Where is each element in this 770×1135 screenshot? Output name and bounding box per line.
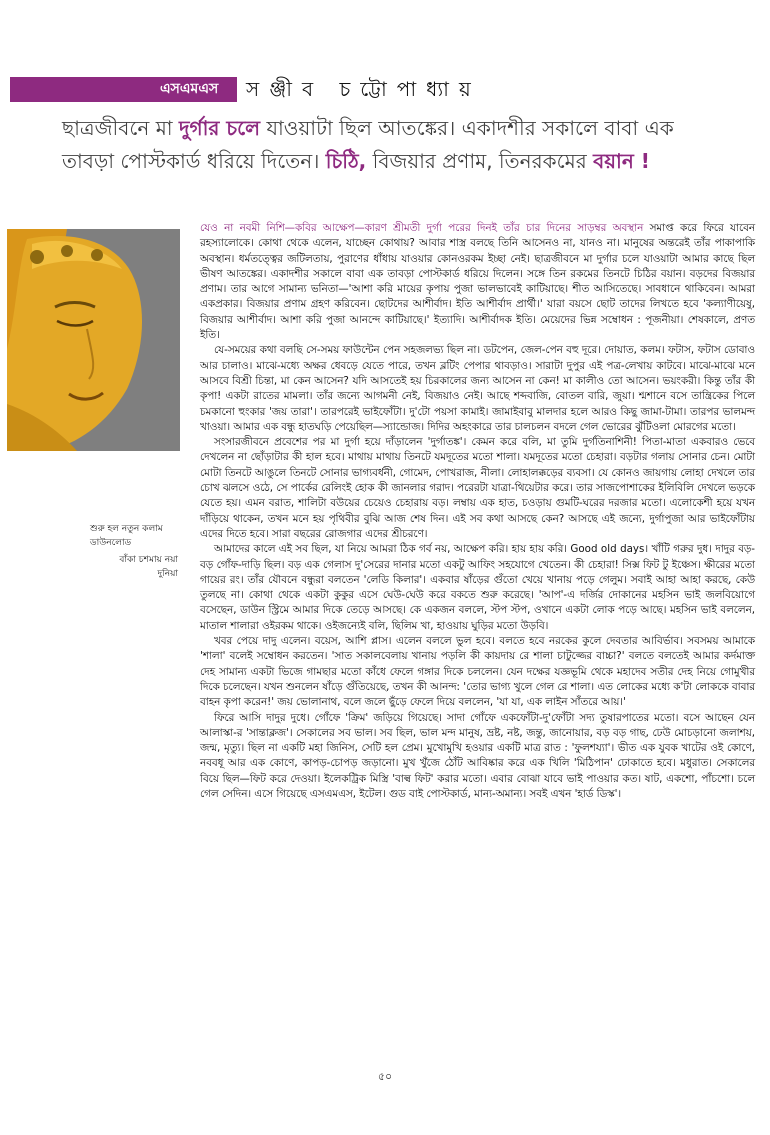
body-paragraph-2: যে-সময়ের কথা বলছি সে-সময় ফাউন্টেন পেন সহজলভ্য ছিল না। ডটপেন, জেল-পেন বহু দূরে। দোয়াত, কলম। ফটাস, ফটাস ডোবাও আর চালাও। মাঝে-মধ্যে অক্ষর ধেবড়ে যেতে পারে, তখন ব্লটিং পেপার থাবড়াও। সারাটা দুপুর এই পত্র-লেখায় কাটবে। মাঝে-মাঝে মনে আসবে বিশ্রী চিন্তা, মা কেন আসেন? যদি আসতেই হয় চিরকালের জন্য আসেন না কেন! মা কালীও তো আসেন। ভয়ংকরী। কিন্তু তাঁর কী কৃপা! একটা রাতের মামলা। তাঁর জন্যে আগমনী নেই, বিজয়াও নেই। আছে শব্দবাজি, বোতল বারি, জুয়া। শ্মশানে বসে তান্ত্রিকের পিলে চমকানো হুংকার 'জয় তারা'। তারপরেই ভাইফোঁটা। দু'টো পয়সা কামাই। জামাইবাবু মালদার হলে আরও কিছু জামা-টামা। তারপর ভালমন্দ খাওয়া। আমার এক বন্ধু হাতঘড়ি পেয়েছিল—স্যান্ডোজ। দিদির অহংকারে তার চালচলন বদলে গেল ভোরের ঝুঁটিওলা মোরগের মতো। bbox=[200, 344, 755, 433]
durga-photo bbox=[7, 229, 180, 451]
standfirst-highlight-2: চিঠি, bbox=[325, 149, 367, 173]
photo-ornament-2 bbox=[61, 245, 73, 257]
body-paragraph-6: ফিরে আসি দাদুর দুধে। গোঁফে 'ক্রিম' জড়িয়ে গিয়েছে। সাদা গোঁফে একফোঁটা-দু'ফোঁটা সদ্য তুষারপাতের মতো। বসে আছেন যেন আলাস্কা-র 'সান্তাক্লজ'। সেকালের সব ভাল। সব ছিল, ভাল মন্দ মানুষ, ভ্রষ্ট, নষ্ট, জন্তু, জানোয়ার, বড় বড় গাছ, ঢেউ মোচড়ানো জলাশয়, জন্ম, মৃত্যু। ছিল না একটি মহা জিনিস, সেটি হল প্রেম। মুখোমুখি হওয়ার একটি মাত্র রাত : 'ফুলশয্যা'। ভীত এক যুবক খাটের ওই কোণে, নববধূ আর এক কোণে, কাপড়-চোপড় জড়ানো। মুখ খুঁজে ঠোঁট আবিষ্কার করে এক খিলি 'মিঠিপান' ঢোকাতে হবে। মধুরাত। সেকালের বিয়ে ছিল—ফিট করে দেওয়া। ইলেকট্রিক মিস্ত্রি 'বাল্ব ফিট' করার মতো। এবার বোঝা যাবে ভাই পাওয়ার কত। ষাট, একশো, পাঁচশো। চলে গেল সেদিন। এসে গিয়েছে এসএমএস, ইটেল। গুড বাই পোস্টকার্ড, মান্য-অমান্য। সবই এখন 'হার্ড ডিস্ক'। bbox=[200, 711, 755, 800]
body-paragraph-1 bbox=[200, 221, 755, 343]
standfirst-highlight-3: বয়ান bbox=[593, 149, 634, 173]
section-label-bar bbox=[10, 77, 237, 102]
article-body bbox=[200, 221, 755, 802]
body-paragraph-1-text: সমাপ্ত করে ফিরে যাবেন রহস্যালোকে। কোথা থেকে এলেন, যাচ্ছেন কোথায়? আবার শাস্ত্র বলছে তিনি আসেনও না, যানও না। মানুষের অন্তরেই তাঁর পাকাপাকি অবস্থান। ধর্মতত্ত্বের জটিলতায়, পুরাণের ধাঁধায় যাওয়ার কোনওরকম ইচ্ছা নেই। ছাত্রজীবনে মা দুর্গার চলে যাওয়াটা আমার কাছে ছিল ভীষণ আতঙ্কের। একাদশীর সকালে বাবা এক তাবড়া পোস্টকার্ড ধরিয়ে দিলেন। সঙ্গে তিন রকমের তিনটে চিঠির বয়ান। বড়দের বিজয়ার প্রণাম। তার আগে সামান্য ভনিতা—'আশা করি মায়ের কৃপায় পুজা ভালভাবেই কাটিয়াছে। শীত আসিতেছে। সাবধানে থাকিবেন। আমরা একপ্রকার। বিজয়ার প্রণাম গ্রহণ করিবেন। ছোটদের আশীর্বাদ। ইতি আশীর্বাদ প্রার্থী।' যারা বয়সে ছোট তাদের লিখতে হবে 'কল্যাণীয়েষু, বিজয়ার আশীর্বাদ। আশা করি পুজা আনন্দে কাটিয়াছে।' ইত্যাদি। আশীর্বাদক ইতি। মেয়েদের ভিন্ন সম্বোধন : পূজনীয়া। শেষকালে, প্রণত ইতি। bbox=[200, 222, 755, 342]
standfirst-text-1: ছাত্রজীবনে মা bbox=[62, 116, 179, 140]
photo-ornament-3 bbox=[91, 249, 103, 261]
caption-line-3: বাঁকা চশমায় নয়া bbox=[119, 555, 178, 565]
section-label: এসএমএস bbox=[160, 81, 219, 97]
standfirst bbox=[62, 112, 702, 178]
standfirst-highlight-1: দুর্গার চলে bbox=[178, 116, 261, 140]
body-paragraph-5: খবর পেয়ে দাদু এলেন। বয়েস, আশি প্লাস। এলেন বললে ভুল হবে। বলতে হবে নরকের কুলে দেবতার আবির্ভাব। সবসময় আমাকে 'শালা' বলেই সম্বোধন করতেন। 'সাত সকালবেলায় খানায় পড়লি কী কায়দায় রে শালা চাটুজ্জের বাচ্চা?' বলতে বলতেই আমার কর্দমাক্ত দেহ সামান্য একটা ভিজে গামছার মতো কাঁধে ফেলে গঙ্গার দিকে চললেন। যেন দক্ষের যজ্ঞভূমি থেকে মহাদেব সতীর দেহ নিয়ে গোমুখীর দিকে চলেছেন। যখন শুনলেন ষাঁড়ে গুঁতিয়েছে, তখন কী আনন্দ: 'তোর ভাগ্য খুলে গেল রে শালা। এত লোকের মধ্যে ক'টা লোককে বাবার বাহন কৃপা করেন!' জয় ভোলানাথ, বলে জলে ছুঁড়ে ফেলে দিয়ে বললেন, 'যা যা, এক লাইন সাঁতরে আয়।' bbox=[200, 635, 755, 709]
caption-line-1: শুরু হল নতুন কলাম bbox=[90, 524, 163, 534]
body-paragraph-4: আমাদের কালে এই সব ছিল, যা নিয়ে আমরা ঠিক গর্ব নয়, আক্ষেপ করি। হায় হায় করি। Good old days। খাঁটি গরুর দুধ। দাদুর বড়-বড় গোঁফ-দাড়ি ছিল। বড় এক গেলাস দু'সেরের দানার মতো একটু আফিং সহযোগে খেতেন। কী চেহারা! সিক্স ফিট টু ইঞ্চেস। ক্ষীরের মতো গায়ের রং। তাঁর যৌবনে বন্ধুরা বলতেন 'লেডি কিলার'। একবার ষাঁড়ের গুঁতো খেয়ে খানায় পড়ে গেলুম। সবাই আহা আহা করছে, কেউ তুলছে না। কোথা থেকে একটা কুকুর এসে ঘেউ-ঘেউ করে বকতে শুরু করেছে। 'আপ'-এ দর্জির দোকানের মহসিন ভাই জলবিয়োগে বসেছেন, ডাউন স্ট্রিমে আমার দিকে তেড়ে আসছে। কে একজন বললে, স্টপ স্টপ, ওখানে একটা লোক পড়ে আছে। মহসিন ভাই বললেন, মাতাল শালারা ওইরকম থাকে। ওইজন্যেই বলি, ছিলিম খা, হাওয়ায় ঘুড়ির মতো উড়বি। bbox=[200, 543, 755, 632]
durga-illustration bbox=[7, 229, 180, 451]
page-number: ৫০ bbox=[377, 1070, 393, 1083]
caption-line-4: দুনিয়া bbox=[157, 569, 178, 579]
standfirst-text-2: যাওয়াটা ছিল আতঙ্কের। একাদশীর সকালে বাবা এক তাবড়া পোস্টকার্ড ধরিয়ে দিতেন। bbox=[62, 116, 674, 173]
standfirst-text-3: বিজয়ার প্রণাম, তিনরকমের bbox=[366, 149, 594, 173]
body-lead: যেও না নবমী নিশি—কবির আক্ষেপ—কারণ শ্রীমতী দুর্গা পরের দিনই তাঁর চার দিনের সাড়ম্বর অবস্থান bbox=[200, 222, 644, 234]
photo-caption bbox=[90, 522, 178, 581]
body-paragraph-3: সংসারজীবনে প্রবেশের পর মা দুর্গা হয়ে দাঁড়ালেন 'দুর্গাতঙ্ক'। কেমন করে বলি, মা তুমি দুর্গতিনাশিনী! পিতা-মাতা একবারও ভেবে দেখলেন না ছোঁড়াটার কী হাল হবে। মাথায় মাথায় তিনটে যমদূতের মতো শালা। যমদূতের মতো চেহারা। বড়টার গলায় সোনার চেন। মোটা মোটা তিনটে আঙুলে তিনটে সোনার ভাগ্যবর্ধনী, গোমেদ, পোখরাজ, নীলা। লোহালক্কড়ের ব্যবসা। যে কোনও জায়গায় লোহা দেখলে তার চোখ ঝলসে ওঠে, সে পার্কের রেলিংই হোক কী জানলার গরাদ। পরেরটা যাত্রা-থিয়েটার করে। তার সাজপোশাকের ইলিবিলি দেখলে ভড়কে যেতে হয়। এমন বরাত, শালিটা বউয়ের চেয়েও চেহারায় বড়। লম্বায় এক হাত, চওড়ায় গুমটি-ঘরের দরজার মতো। এলোকেশী হয়ে যখন দাঁড়িয়ে থাকেন, তখন মনে হয় পৃথিবীর বুঝি আজ শেষ দিন। এই সব কথা আসছে কেন? আসছে এই জন্যে, দুর্গাপুজা আর ভাইফোঁটায় এদের দিতে হবে। সারা বছরের রোজগার এদের শ্রীচরণে। bbox=[200, 436, 755, 540]
caption-line-2: ডাউনলোড bbox=[90, 538, 132, 548]
photo-ornament-1 bbox=[30, 250, 44, 264]
standfirst-text-4: ! bbox=[633, 149, 650, 173]
author-name: সঞ্জীব চট্টোপাধ্যায় bbox=[246, 77, 481, 101]
